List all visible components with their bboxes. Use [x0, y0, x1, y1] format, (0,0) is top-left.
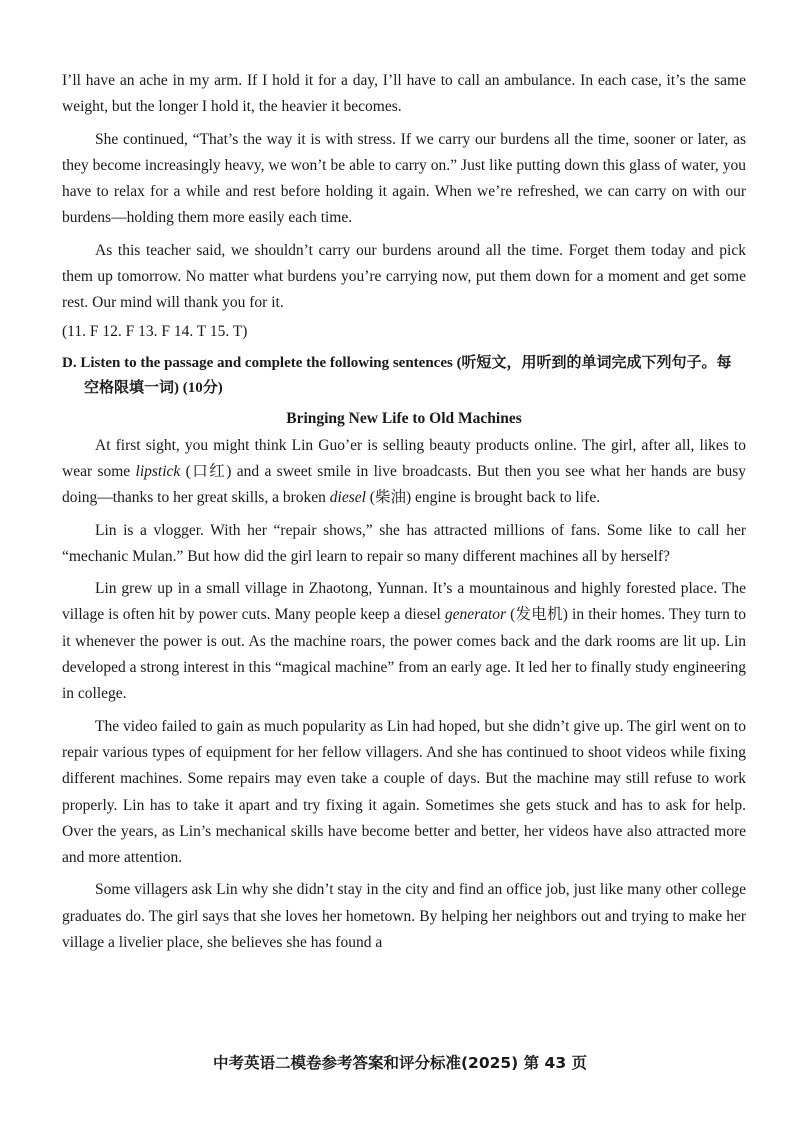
- text-run: (柴油) engine is brought back to life.: [365, 489, 601, 507]
- italic-term-lipstick: lipstick: [135, 462, 181, 480]
- document-page: [62, 68, 746, 956]
- paragraph-continued: I’ll have an ache in my arm. If I hold it for a day, I’ll have to call an ambulance. In each case, it’s the same weight, but the longer I hold it, the heavier it becomes.: [62, 72, 746, 116]
- text-run: (口红) and a sweet smile in live broadcasts. But then you see what her hands are busy doing—thanks to her great skills, a broken: [62, 462, 746, 507]
- passage-paragraph-3: [62, 576, 746, 707]
- passage-title: Bringing New Life to Old Machines: [286, 409, 522, 427]
- paragraph-conclusion: As this teacher said, we shouldn’t carry our burdens around all the time. Forget them today and pick them up tomorrow. No matter what burdens you’re carrying now, put them down for a moment and get some rest. Our mind will thank you for it.: [62, 241, 746, 312]
- answer-key: (11. F 12. F 13. F 14. T 15. T): [62, 322, 248, 340]
- passage-paragraph-5: Some villagers ask Lin why she didn’t stay in the city and find an office job, just like many other college graduates do. The girl says that she loves her hometown. By helping her neighbors out and trying to make her village a livelier place, she believes she has found a: [62, 881, 746, 952]
- page-footer: 中考英语二模卷参考答案和评分标准(2025) 第 43 页: [212, 1054, 588, 1072]
- italic-term-generator: generator: [444, 606, 507, 624]
- passage-paragraph-4: The video failed to gain as much popularity as Lin had hoped, but she didn’t give up. The girl went on to repair various types of equipment for her fellow villagers. And she has continued to shoot videos while fixing different machines. Some repairs may even take a couple of days. But the machine may still refuse to work properly. Lin has to take it apart and try fixing it again. Sometimes she gets stuck and has to ask for help. Over the years, as Lin’s mechanical skills have become better and better, her videos have also attracted more and more attention.: [62, 717, 746, 867]
- passage-paragraph-2: Lin is a vlogger. With her “repair shows,” she has attracted millions of fans. Some like to call her “mechanic Mulan.” But how did the girl learn to repair so many different machines all by herself?: [62, 521, 746, 565]
- text-run: (发电机) in their homes. They turn to it whenever the power is out. As the machine roars, the power comes back and the dark rooms are lit up. Lin developed a strong interest in this “magical machine” from an early age. It led her to finally study engineering in college.: [62, 606, 746, 703]
- paragraph-stress: She continued, “That’s the way it is with stress. If we carry our burdens all the time, sooner or later, as they become increasingly heavy, we won’t be able to carry on.” Just like putting down this glass of water, you have to relax for a while and rest before holding it again. When we’re refreshed, we can carry on with our burdens—holding them more easily each time.: [62, 130, 746, 227]
- text-run: Lin grew up in a small village in Zhaotong, Yunnan. It’s a mountainous and highly forested place. The village is often hit by power cuts. Many people keep a diesel: [62, 580, 746, 624]
- italic-term-diesel: diesel: [329, 489, 366, 507]
- text-run: At first sight, you might think Lin Guo’er is selling beauty products online. The girl, after all, likes to wear some: [62, 436, 746, 480]
- passage-paragraph-1: [62, 433, 746, 512]
- section-d-heading: D. Listen to the passage and complete the following sentences (听短文，用听到的单词完成下列句子。每空格限填一词) (10分): [62, 354, 732, 396]
